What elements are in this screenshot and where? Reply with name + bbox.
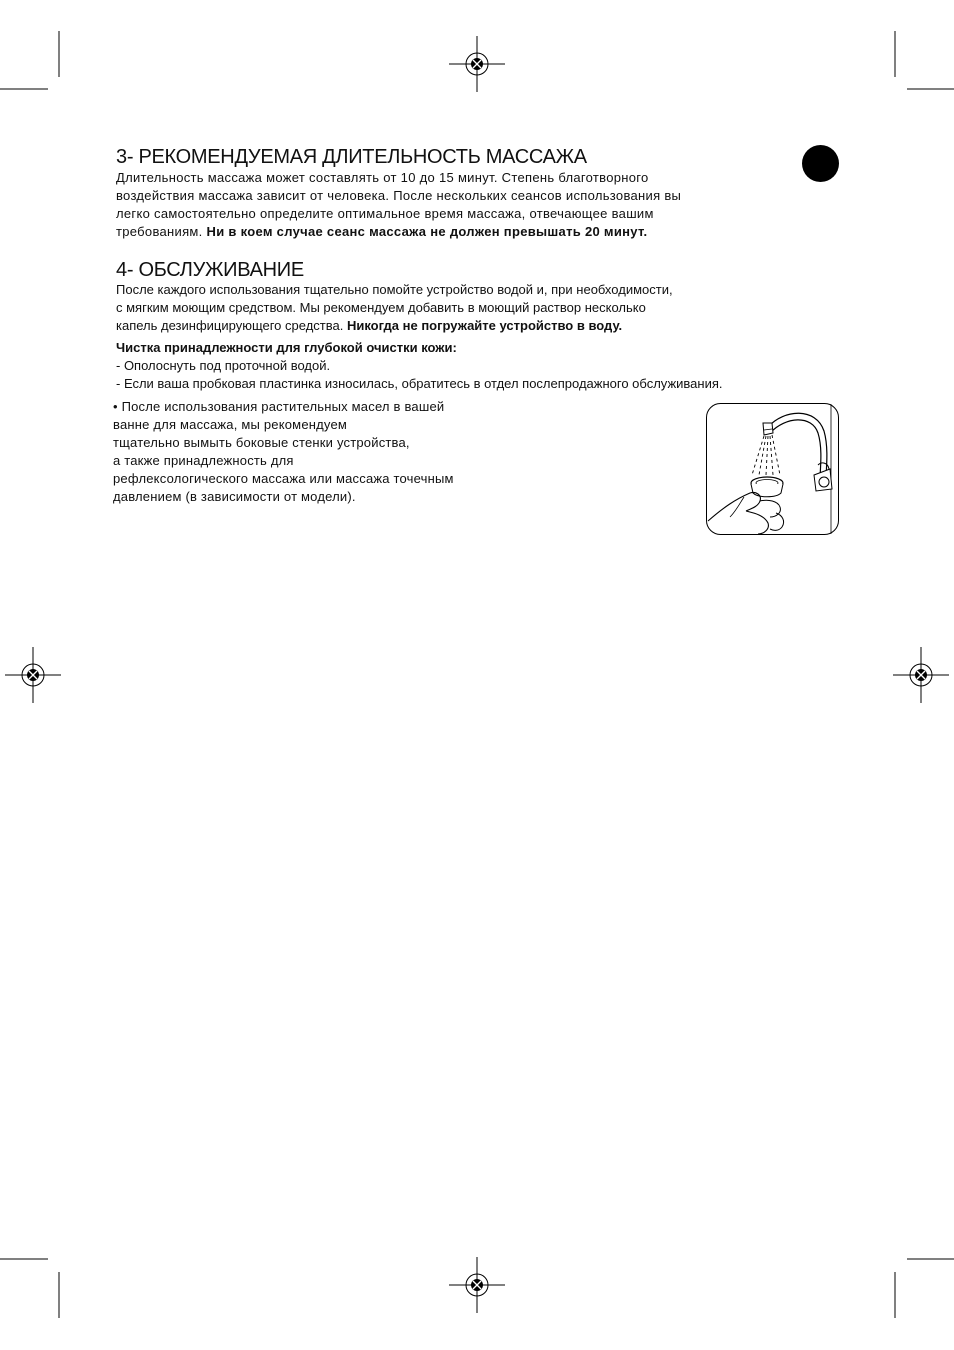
registration-target-icon bbox=[5, 647, 61, 703]
faucet-rinsing-accessory-illustration bbox=[706, 403, 839, 535]
cleaning-steps-list bbox=[116, 357, 722, 393]
section-3-heading: 3- РЕКОМЕНДУЕМАЯ ДЛИТЕЛЬНОСТЬ МАССАЖА bbox=[116, 146, 587, 168]
cleaning-subheading: Чистка принадлежности для глубокой очистки кожи: bbox=[116, 340, 457, 355]
paragraph-line-text: капель дезинфицирующего средства. bbox=[116, 318, 344, 333]
paragraph-line: Длительность массажа может составлять от 10 до 15 минут. Степень благотворного bbox=[116, 170, 649, 185]
paragraph-line: воздействия массажа зависит от человека. После нескольких сеансов использования вы bbox=[116, 188, 682, 203]
registration-target-icon bbox=[449, 1257, 505, 1313]
registration-target-icon bbox=[449, 36, 505, 92]
paragraph-line-last bbox=[116, 317, 673, 335]
page-marker-dot bbox=[802, 145, 839, 182]
registration-target-icon bbox=[893, 647, 949, 703]
paragraph-line: После каждого использования тщательно помойте устройство водой и, при необходимости, bbox=[116, 282, 673, 297]
paragraph-line: с мягким моющим средством. Мы рекомендуем добавить в моющий раствор несколько bbox=[116, 300, 646, 315]
note-line: рефлексологического массажа или массажа точечным bbox=[113, 471, 454, 486]
massage-duration-warning: Ни в коем случае сеанс массажа не должен превышать 20 минут. bbox=[206, 224, 648, 239]
note-line: ванне для массажа, мы рекомендуем bbox=[113, 417, 348, 432]
section-3-paragraph bbox=[116, 169, 681, 241]
paragraph-line-last bbox=[116, 223, 681, 241]
paragraph-line-text: требованиям. bbox=[116, 224, 203, 239]
note-line: давлением (в зависимости от модели). bbox=[113, 489, 356, 504]
section-4-paragraph bbox=[116, 281, 673, 335]
list-item: - Ополоснуть под проточной водой. bbox=[116, 358, 331, 373]
note-line: • После использования растительных масел в вашей bbox=[113, 399, 445, 414]
list-item: - Если ваша пробковая пластинка износилась, обратитесь в отдел послепродажного обслуживания. bbox=[116, 376, 723, 391]
note-line: а также принадлежность для bbox=[113, 453, 294, 468]
note-line: тщательно вымыть боковые стенки устройства, bbox=[113, 435, 410, 450]
immersion-warning: Никогда не погружайте устройство в воду. bbox=[346, 318, 623, 333]
section-4-heading: 4- ОБСЛУЖИВАНИЕ bbox=[116, 259, 304, 281]
paragraph-line: легко самостоятельно определите оптимальное время массажа, отвечающее вашим bbox=[116, 206, 654, 221]
oil-cleaning-note bbox=[113, 398, 454, 506]
